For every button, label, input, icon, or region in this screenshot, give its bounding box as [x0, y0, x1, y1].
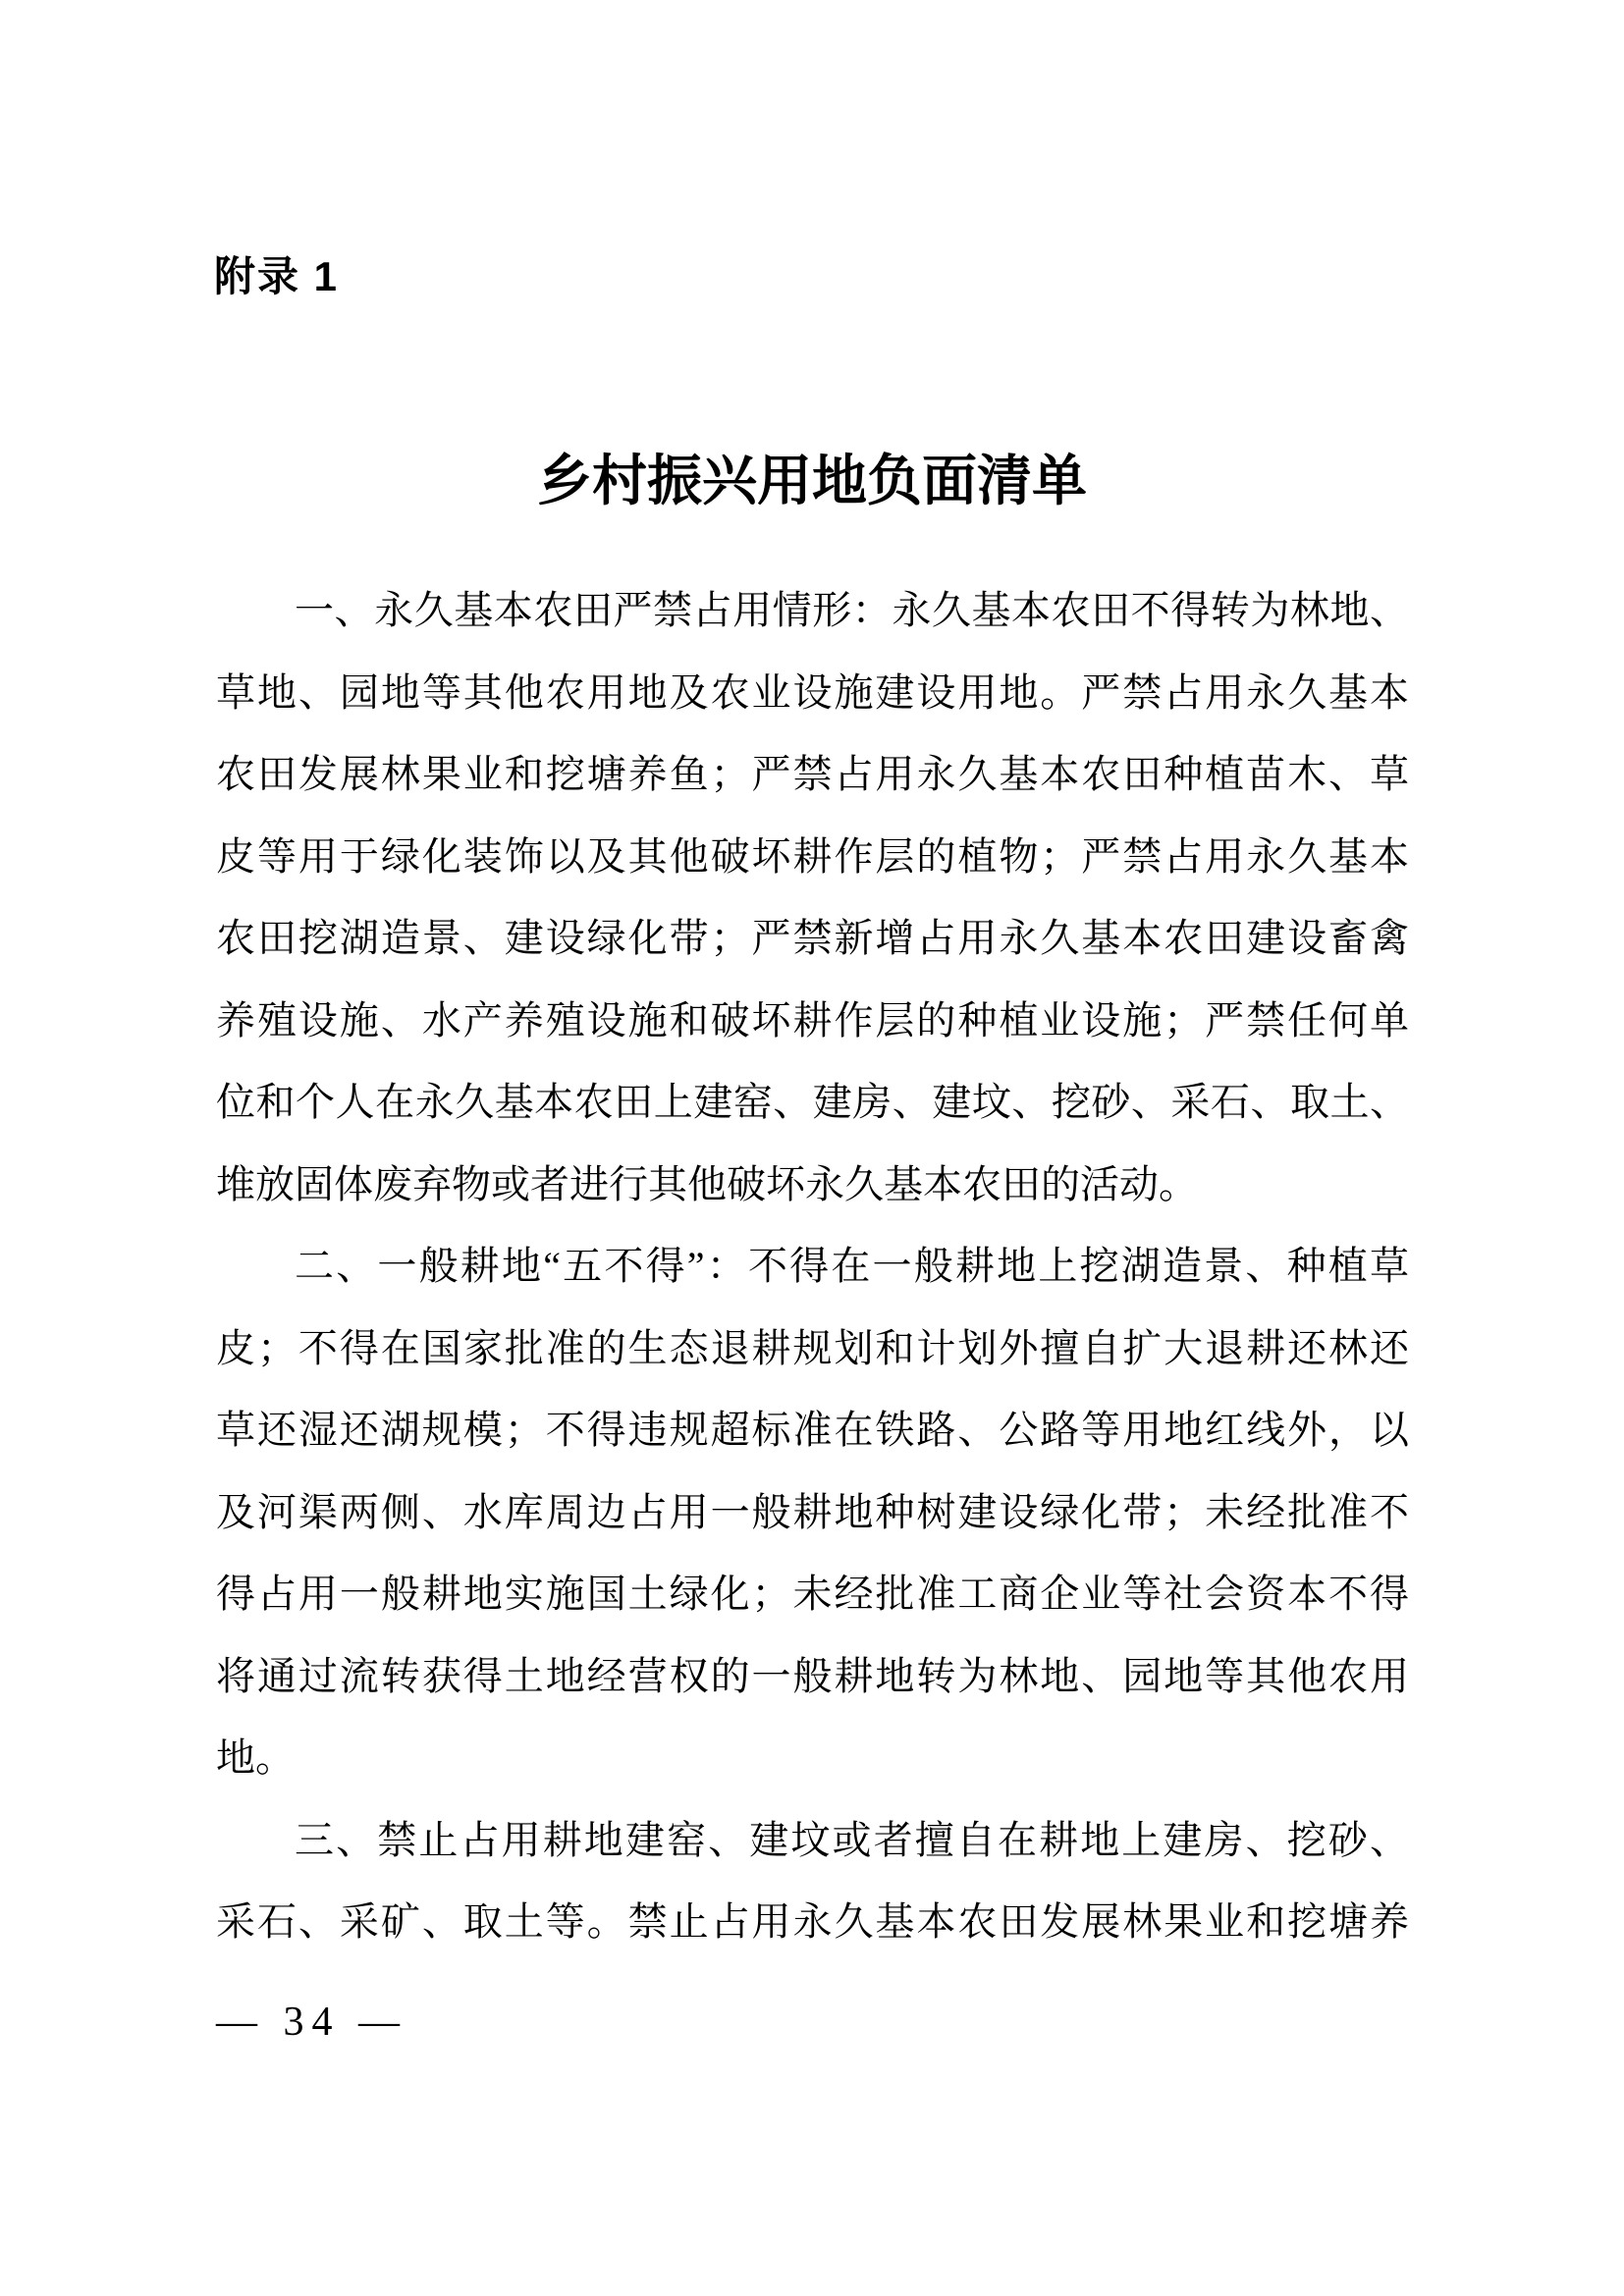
body-line: 将通过流转获得土地经营权的一般耕地转为林地、园地等其他农用 [216, 1653, 1409, 1698]
page-title: 乡村振兴用地负面清单 [537, 451, 1087, 512]
page-number: — 34 — [216, 2000, 407, 2045]
body-line: 草地、园地等其他农用地及农业设施建设用地。严禁占用永久基本 [216, 669, 1409, 715]
body-line: 二、一般耕地“五不得”：不得在一般耕地上挖湖造景、种植草 [295, 1244, 1409, 1288]
body-line: 堆放固体废弃物或者进行其他破坏永久基本农田的活动。 [216, 1161, 1198, 1206]
paragraph [216, 569, 1409, 1225]
body-line: 一、永久基本农田严禁占用情形：永久基本农田不得转为林地、 [295, 588, 1409, 632]
body-line: 皮；不得在国家批准的生态退耕规划和计划外擅自扩大退耕还林还 [216, 1325, 1409, 1370]
paragraph [216, 1799, 1409, 1963]
body-line: 采石、采矿、取土等。禁止占用永久基本农田发展林果业和挖塘养 [216, 1899, 1409, 1944]
body-line: 得占用一般耕地实施国土绿化；未经批准工商企业等社会资本不得 [216, 1572, 1409, 1616]
appendix-label: 附录 1 [214, 253, 340, 299]
body-line: 农田挖湖造景、建设绿化带；严禁新增占用永久基本农田建设畜禽 [216, 916, 1409, 960]
paragraph [216, 1225, 1409, 1799]
body-line: 三、禁止占用耕地建窑、建坟或者擅自在耕地上建房、挖砂、 [295, 1817, 1409, 1862]
body-line: 养殖设施、水产养殖设施和破坏耕作层的种植业设施；严禁任何单 [216, 997, 1409, 1042]
body-line: 地。 [216, 1735, 295, 1780]
body-line: 及河渠两侧、水库周边占用一般耕地种树建设绿化带；未经批准不 [216, 1489, 1409, 1534]
body-line: 位和个人在永久基本农田上建窑、建房、建坟、挖砂、采石、取土、 [216, 1080, 1409, 1124]
body-line: 草还湿还湖规模；不得违规超标准在铁路、公路等用地红线外，以 [216, 1408, 1409, 1452]
body-line: 农田发展林果业和挖塘养鱼；严禁占用永久基本农田种植苗木、草 [216, 752, 1409, 796]
document-body [216, 569, 1409, 1963]
body-line: 皮等用于绿化装饰以及其他破坏耕作层的植物；严禁占用永久基本 [216, 833, 1409, 879]
